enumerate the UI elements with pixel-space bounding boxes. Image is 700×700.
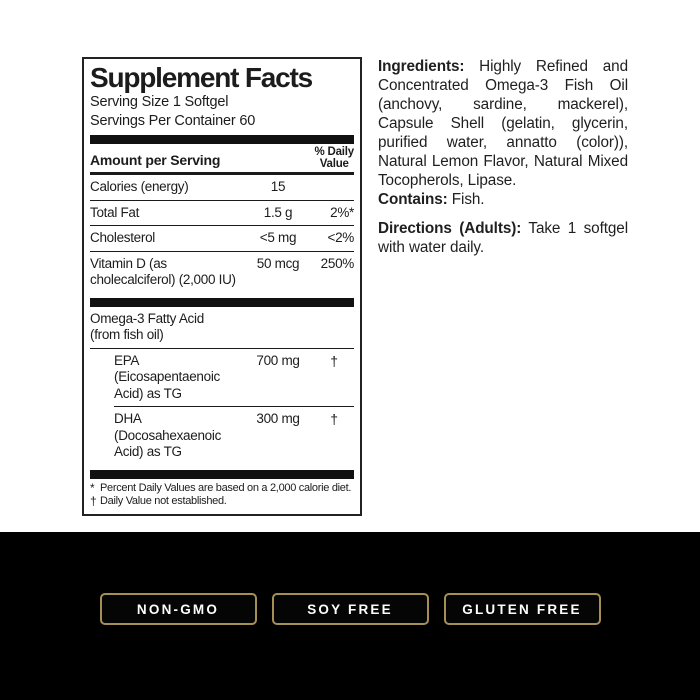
supplement-facts-panel xyxy=(82,57,362,516)
daily-value-header-line2: Value xyxy=(319,157,349,170)
directions-label: Directions (Adults): xyxy=(378,220,522,237)
info-column xyxy=(378,57,628,257)
directions-text: Take 1 softgel with water daily. xyxy=(378,220,628,256)
section-heading-text: Omega-3 Fatty Acid (from fish oil) xyxy=(90,310,204,342)
nutrient-row-epa xyxy=(114,349,354,408)
thick-divider xyxy=(90,298,354,307)
nutrient-name: Calories (energy) xyxy=(90,179,189,194)
footnote-asterisk xyxy=(90,482,354,496)
nutrient-amount: 15 xyxy=(270,179,286,194)
nutrient-name: Total Fat xyxy=(90,204,140,220)
column-header-row xyxy=(90,144,354,175)
footnotes xyxy=(90,479,354,509)
nutrient-daily-value: 250% xyxy=(320,255,354,271)
nutrient-name: DHA (Docosahexaenoic Acid) as TG xyxy=(114,411,222,459)
contains-text: Fish. xyxy=(451,191,485,208)
nutrient-name: EPA (Eicosapentaenoic Acid) as TG xyxy=(114,352,220,401)
nutrient-row-cholesterol xyxy=(90,226,354,252)
nutrient-amount: 1.5 g xyxy=(263,204,293,220)
ingredients-label: Ingredients: xyxy=(378,58,465,75)
directions-paragraph xyxy=(378,219,628,257)
nutrient-name: Vitamin D (as cholecalciferol) (2,000 IU) xyxy=(90,255,236,287)
nutrient-amount: 700 mg xyxy=(256,352,300,368)
omega3-section-heading xyxy=(90,307,354,349)
thick-divider xyxy=(90,135,354,144)
dagger-symbol: † xyxy=(90,494,97,508)
thick-divider xyxy=(90,470,354,479)
servings-per-container-text: Servings Per Container 60 xyxy=(90,112,256,129)
nutrient-amount: 300 mg xyxy=(256,411,300,426)
nutrient-daily-value: † xyxy=(330,411,338,427)
nutrient-row-calories xyxy=(90,175,354,201)
amount-per-serving-header: Amount per Serving xyxy=(90,152,221,168)
nutrient-daily-value: † xyxy=(330,352,338,369)
serving-size-text: Serving Size 1 Softgel xyxy=(90,94,229,110)
nutrient-row-dha xyxy=(114,407,354,465)
nutrient-amount: <5 mg xyxy=(259,230,297,245)
ingredients-paragraph xyxy=(378,57,628,190)
nutrient-row-total-fat xyxy=(90,201,354,227)
contains-line xyxy=(378,190,628,209)
badge-soy-free: SOY FREE xyxy=(272,593,429,625)
nutrient-name: Cholesterol xyxy=(90,230,155,245)
nutrient-amount: 50 mcg xyxy=(256,255,300,271)
badge-non-gmo: NON-GMO xyxy=(100,593,257,625)
footnote-text: Daily Value not established. xyxy=(100,495,227,507)
contains-label: Contains: xyxy=(378,191,448,208)
supplement-facts-title: Supplement Facts xyxy=(90,62,312,93)
asterisk-symbol: * xyxy=(90,480,95,495)
footnote-dagger xyxy=(90,495,354,509)
bottom-black-band xyxy=(0,532,700,700)
footnote-text: Percent Daily Values are based on a 2,000 calorie diet. xyxy=(100,481,352,494)
daily-value-header xyxy=(314,147,354,170)
daily-value-header-line1: % Daily xyxy=(314,146,354,158)
ingredients-text: Highly Refined and Concentrated Omega-3 Fish Oil (anchovy, sardine, mackerel), Capsule Shell (gelatin, glycerin, purified water, annatto (color)), Natural Lemon Flavor, Natural Mixed Tocopherols, Lipase. xyxy=(378,58,628,189)
badge-gluten-free: GLUTEN FREE xyxy=(444,593,601,625)
nutrient-daily-value: 2%* xyxy=(330,204,354,220)
nutrient-row-vitamin-d xyxy=(90,252,354,293)
badge-row xyxy=(0,532,700,625)
nutrient-daily-value: <2% xyxy=(327,230,354,245)
